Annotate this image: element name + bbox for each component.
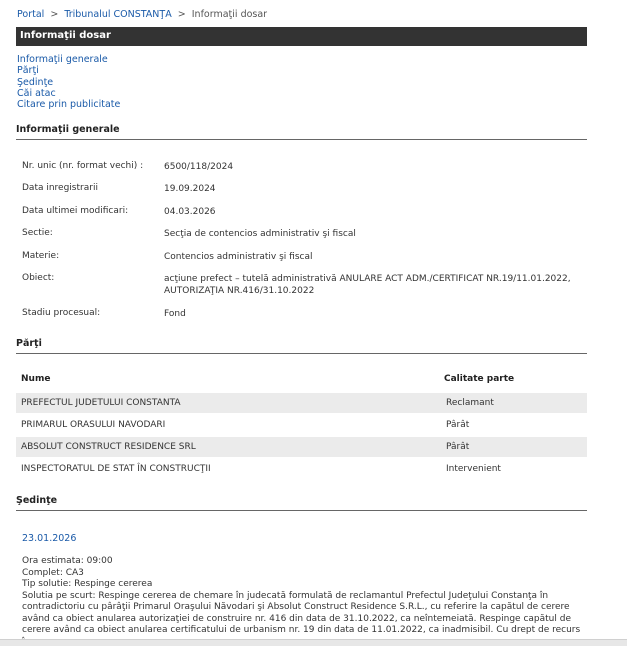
breadcrumb-portal-link[interactable]: Portal [17,9,44,20]
table-row [16,415,587,435]
info-value: 19.09.2024 [164,183,584,195]
party-role: Pârât [446,442,469,452]
general-info-heading: Informaţii generale [16,124,587,140]
hearing-estimated-time: Ora estimata: 09:00 [22,556,582,568]
info-label: Stadiu procesual: [22,308,162,318]
breadcrumb-separator: > [178,9,186,20]
breadcrumb [17,9,267,20]
party-name: PREFECTUL JUDETULUI CONSTANTA [21,398,181,408]
nav-link-appeals[interactable]: Căi atac [17,88,120,99]
party-name: PRIMARUL ORASULUI NAVODARI [21,420,165,430]
parties-table-header [16,370,587,390]
section-nav [17,54,120,110]
nav-link-hearings[interactable]: Şedinţe [17,77,120,88]
party-role: Pârât [446,420,469,430]
breadcrumb-current: Informaţii dosar [192,9,267,20]
column-header-name: Nume [21,374,50,384]
page-title-bar [16,27,587,46]
nav-link-general-info[interactable]: Informaţii generale [17,54,120,65]
hearings-heading: Şedinţe [16,495,587,511]
nav-link-public-summons[interactable]: Citare prin publicitate [17,99,120,110]
info-value: 6500/118/2024 [164,161,584,173]
info-label: Data inregistrarii [22,183,162,193]
party-role: Reclamant [446,398,494,408]
hearing-solution-summary: Solutia pe scurt: Respinge cererea de chemare în judecată formulată de reclamantul Prefectul Judeţului Constanţa în contradictoriu cu pârâţii Primarul Oraşului Năvodari şi Absolut Construct Residence S.R.L., cu referire la capătul de cerere având ca obiect anularea autorizaţiei de construire nr. 416 din data de 31.10.2022, ca neîntemeiată. Respinge capătul de cerere având ca obiect anularea certificatului de urbanism nr. 19 din data de 11.01.2022, ca inadmisibil. Cu drept de recurs [22,591,582,648]
table-row [16,393,587,413]
parties-heading: Părţi [16,338,587,354]
info-value: acţiune prefect – tutelă administrativă ANULARE ACT ADM./CERTIFICAT NR.19/11.01.2022, AUTORIZAŢIA NR.416/31.10.2022 [164,273,584,297]
info-value: Secţia de contencios administrativ şi fiscal [164,228,584,240]
party-name: ABSOLUT CONSTRUCT RESIDENCE SRL [21,442,196,452]
info-label: Sectie: [22,228,162,238]
table-row [16,459,587,479]
page-title: Informaţii dosar [20,30,111,41]
hearing-date: 23.01.2026 [22,533,76,544]
hearing-panel: Complet: CA3 [22,568,582,580]
info-label: Obiect: [22,273,162,283]
breadcrumb-separator: > [50,9,58,20]
hearing-details [22,556,582,648]
info-value: Contencios administrativ şi fiscal [164,251,584,263]
info-label: Nr. unic (nr. format vechi) : [22,161,162,171]
nav-link-parties[interactable]: Părţi [17,65,120,76]
party-name: INSPECTORATUL DE STAT ÎN CONSTRUCŢII [21,464,211,474]
info-label: Materie: [22,251,162,261]
party-role: Intervenient [446,464,501,474]
column-header-role: Calitate parte [444,374,514,384]
breadcrumb-court-link[interactable]: Tribunalul CONSTANŢA [64,9,171,20]
info-value: 04.03.2026 [164,206,584,218]
table-row [16,437,587,457]
info-value: Fond [164,308,584,320]
info-label: Data ultimei modificari: [22,206,162,216]
hearing-solution-type: Tip solutie: Respinge cererea [22,579,582,591]
